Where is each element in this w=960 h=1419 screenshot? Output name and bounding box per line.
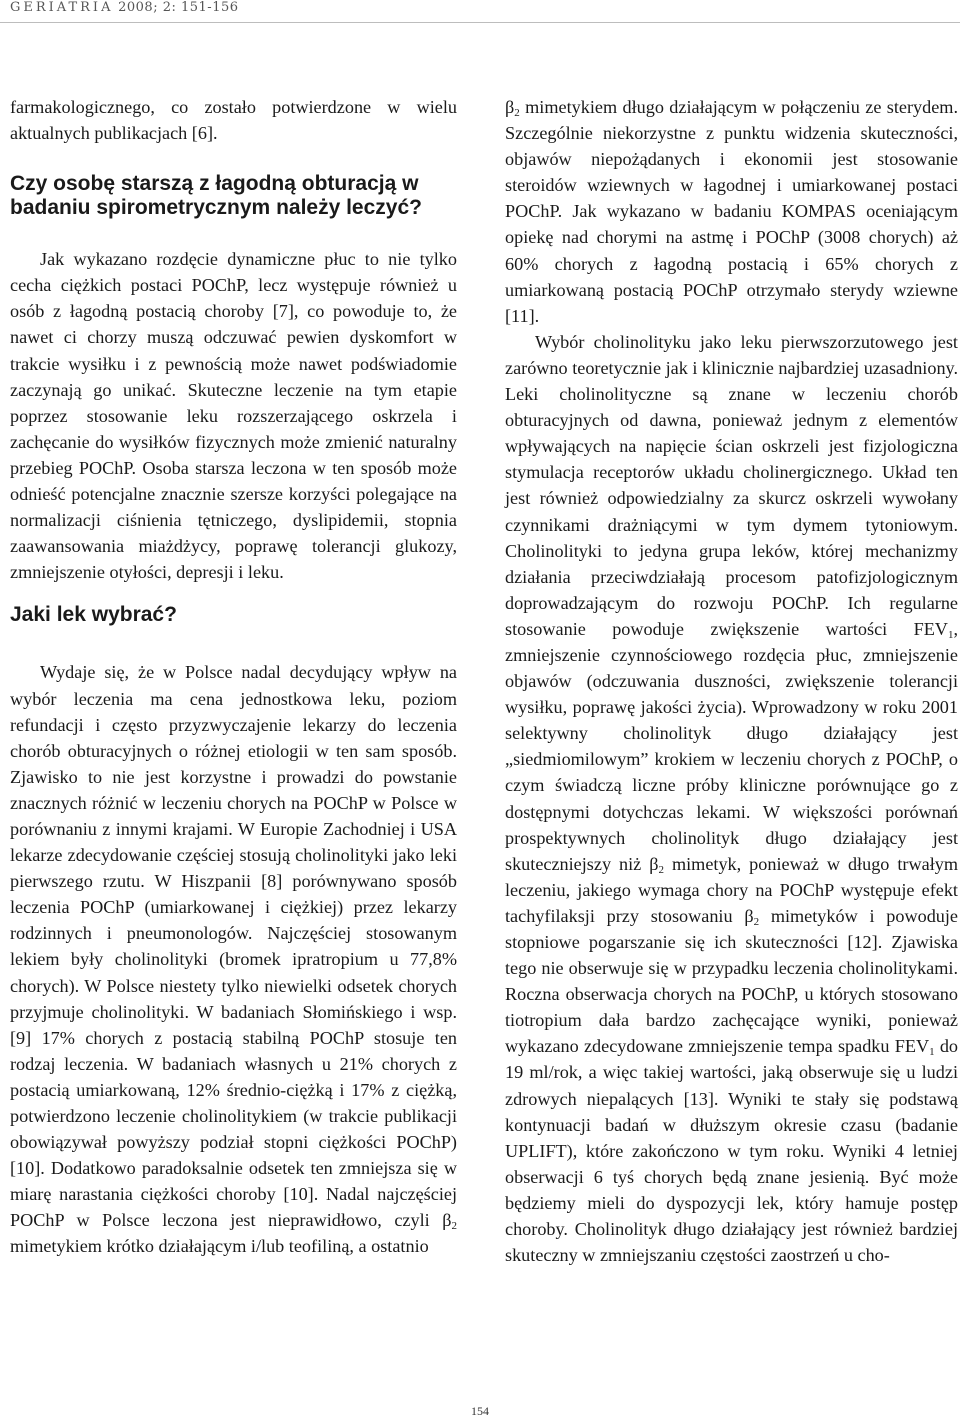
paragraph-cholinolytics xyxy=(505,329,958,1268)
subscript: 2 xyxy=(514,107,520,119)
page-number: 154 xyxy=(471,1404,489,1418)
subscript: 2 xyxy=(451,1220,457,1233)
paragraph-text: mimetykiem długo działającym w połączeniu ze sterydem. Szczególnie niekorzystne z punktu widzenia skuteczności, objawów niepożądanych i ekonomii jest stosowanie steroidów wziewnych w łagodnej i umiarkowanej postaci POChP. Jak wykazano w badaniu KOMPAS oceniającym opiekę nad chorymi na astmę i POChP (3008 chorych) aż 60% chorych z łagodną postacią i 65% chorych z umiarkowaną postacią POChP otrzymało sterydy wziewne [11]. xyxy=(505,97,958,326)
subscript: 2 xyxy=(753,915,760,928)
journal-name: GERIATRIA xyxy=(10,0,114,15)
left-column xyxy=(10,94,457,1260)
paragraph-hyperinflation: Jak wykazano rozdęcie dynamiczne płuc to nie tylko cecha ciężkich postaci POChP, lecz występuje również u osób z łagodną postacią choroby [7], co powoduje to, że nawet ci chorzy muszą odczuwać pewien dyskomfort w trakcie wysiłku i z pewnością może nawet podświadomie zaczynają go unikać. Skuteczne leczenie na tym etapie poprzez stosowanie leku rozszerzającego oskrzela i zachęcanie do wysiłków fizycznych może zmienić naturalny przebieg POChP. Osoba starsza leczona w ten sposób może odnieść potencjalne znacznie szersze korzyści polegające na normalizacji ciśnienia tętniczego, dyslipidemii, stopnia zaawansowania miażdżycy, poprawę tolerancji glukozy, zmniejszenie otyłości, depresji i leku. xyxy=(10,249,457,583)
section-heading-mild-obstruction: Czy osobę starszą z łagodną obturacją w badaniu spirometrycznym należy leczyć? xyxy=(10,172,422,220)
header-rule xyxy=(0,22,960,23)
subscript: 1 xyxy=(947,628,954,641)
paragraph-text: mimetykiem krótko działającym i/lub teofiliną, a ostatnio xyxy=(10,1236,429,1257)
paragraph-steroids xyxy=(505,94,958,329)
paragraph-text: mimetyków i powoduje stopniowe pogarszanie się ich skuteczności [12]. Zjawiska tego nie obserwuje się w przypadku leczenia cholinolitykami. Roczna obserwacja chorych na POChP, u których stosowano tiotropium dała bardzo zachęcające wyniki, ponieważ wykazano zdecydowane zmniejszenie tempa spadku FEV xyxy=(505,905,959,1057)
paragraph-text: , zmniejszenie czynnościowego rozdęcia płuc, zmniejszenie objawów (odczuwania duszności, zwiększenie tolerancji wysiłku, poprawę jakości życia). Wprowadzony w roku 2001 selektywny cholinolityk długo działający jest „siedmiomilowym” krokiem w leczeniu chorych z POChP, o czym świadczą liczne próby kliniczne porównujące go z dostępnymi dotychczas lekami. W większości porównań prospektywnych cholinolityk długo działający jest skuteczniejszy niż β xyxy=(505,618,958,874)
subscript: 1 xyxy=(929,1046,935,1059)
paragraph-text: Wybór cholinolityku jako leku pierwszorzutowego jest zarówno teoretycznie jak i klinicznie najbardziej uzasadniony. Leki cholinolityczne są znane w leczeniu chorób obturacyjnych od dawna, ponieważ jednym z elementów wpływających na napięcie ścian oskrzeli jest fizjologiczna stymulacja receptorów układu cholinergicznego. Układ ten jest również odpowiedzialny za skurcz oskrzeli wywołany czynnikami drażniącymi w tym dymem tytoniowym. Cholinolityki to jedyna grupa leków, której mechanizmy działania przeciwdziałają procesom patofizjologicznym doprowadzającym do rozwoju POChP. Ich regularne stosowanie powoduje zwiększenie wartości FEV xyxy=(505,331,958,639)
paragraph-text: β xyxy=(505,97,515,117)
right-column xyxy=(505,94,958,1268)
paragraph-treatment-poland xyxy=(10,659,457,1259)
paragraph-text: do 19 ml/rok, a więc takiej wartości, jaką obserwuje się u ludzi zdrowych niepalących [13]. Wyniki te stały się podstawą kontynuacji badań w dłuższym okresie czasu (badanie UPLIFT), które zakończono w tym roku. Wyniki 4 letniej obserwacji 6 tyś chorych będą znane jesienią. Być może będziemy mieli do dyspozycji lek, który hamuje postęp choroby. Cholinolityk długo działający jest również bardziej skuteczny w zmniejszaniu częstości zaostrzeń u cho- xyxy=(505,1036,959,1266)
citation: 2008; 2: 151-156 xyxy=(118,0,239,15)
section-heading-which-drug: Jaki lek wybrać? xyxy=(10,603,177,627)
running-header xyxy=(10,0,239,18)
paragraph-text: Wydaje się, że w Polsce nadal decydujący wpływ na wybór leczenia ma cena jednostkowa leku, poziom refundacji i często przyzwyczajenie lekarzy do leczenia chorób obturacyjnych o różnej etiologii w ten sam sposób. Zjawisko to nie jest korzystne i prowadzi do powstanie znacznych różnić w leczeniu chorych na POChP w Polsce w porównaniu z innymi krajami. W Europie Zachodniej i USA lekarze zdecydowanie częściej stosują cholinolityki jako leki pierwszego rzutu. W Hiszpanii [8] porównywano sposób leczenia POChP (umiarkowanej i ciężkiej) przez lekarzy rodzinnych i pneumonologów. Najczęściej stosowanym lekiem były cholinolityki (bromek ipratropium u 77,8% chorych). W Polsce niestety tylko niewielki odsetek chorych przyjmuje cholinolityki. W badaniach Słomińskiego i wsp. [9] 17% chorych z postacią stabilną POChP stosuje ten rodzaj leczenia. W badaniach własnych u 21% chorych z postacią umiarkowaną, 12% średnio-ciężką i 17% z ciężką, potwierdzono leczenie cholinolitykiem (w trakcie publikacji obowiązywał powyższy podział stopni ciężkości POChP) [10]. Dodatkowo paradoksalnie odsetek ten zmniejsza się w miarę narastania ciężkości choroby [10]. Nadal najczęściej POChP w Polsce leczona jest nieprawidłowo, czyli β xyxy=(10,662,457,1231)
paragraph-text: mimetyk, ponieważ w długo trwałym leczeniu, jakiego wymaga chory na POChP występuje efekt tachyfilaksji przy stosowaniu β xyxy=(505,853,958,926)
subscript: 2 xyxy=(658,863,664,876)
intro-paragraph: farmakologicznego, co zostało potwierdzone w wielu aktualnych publikacjach [6]. xyxy=(10,97,457,144)
